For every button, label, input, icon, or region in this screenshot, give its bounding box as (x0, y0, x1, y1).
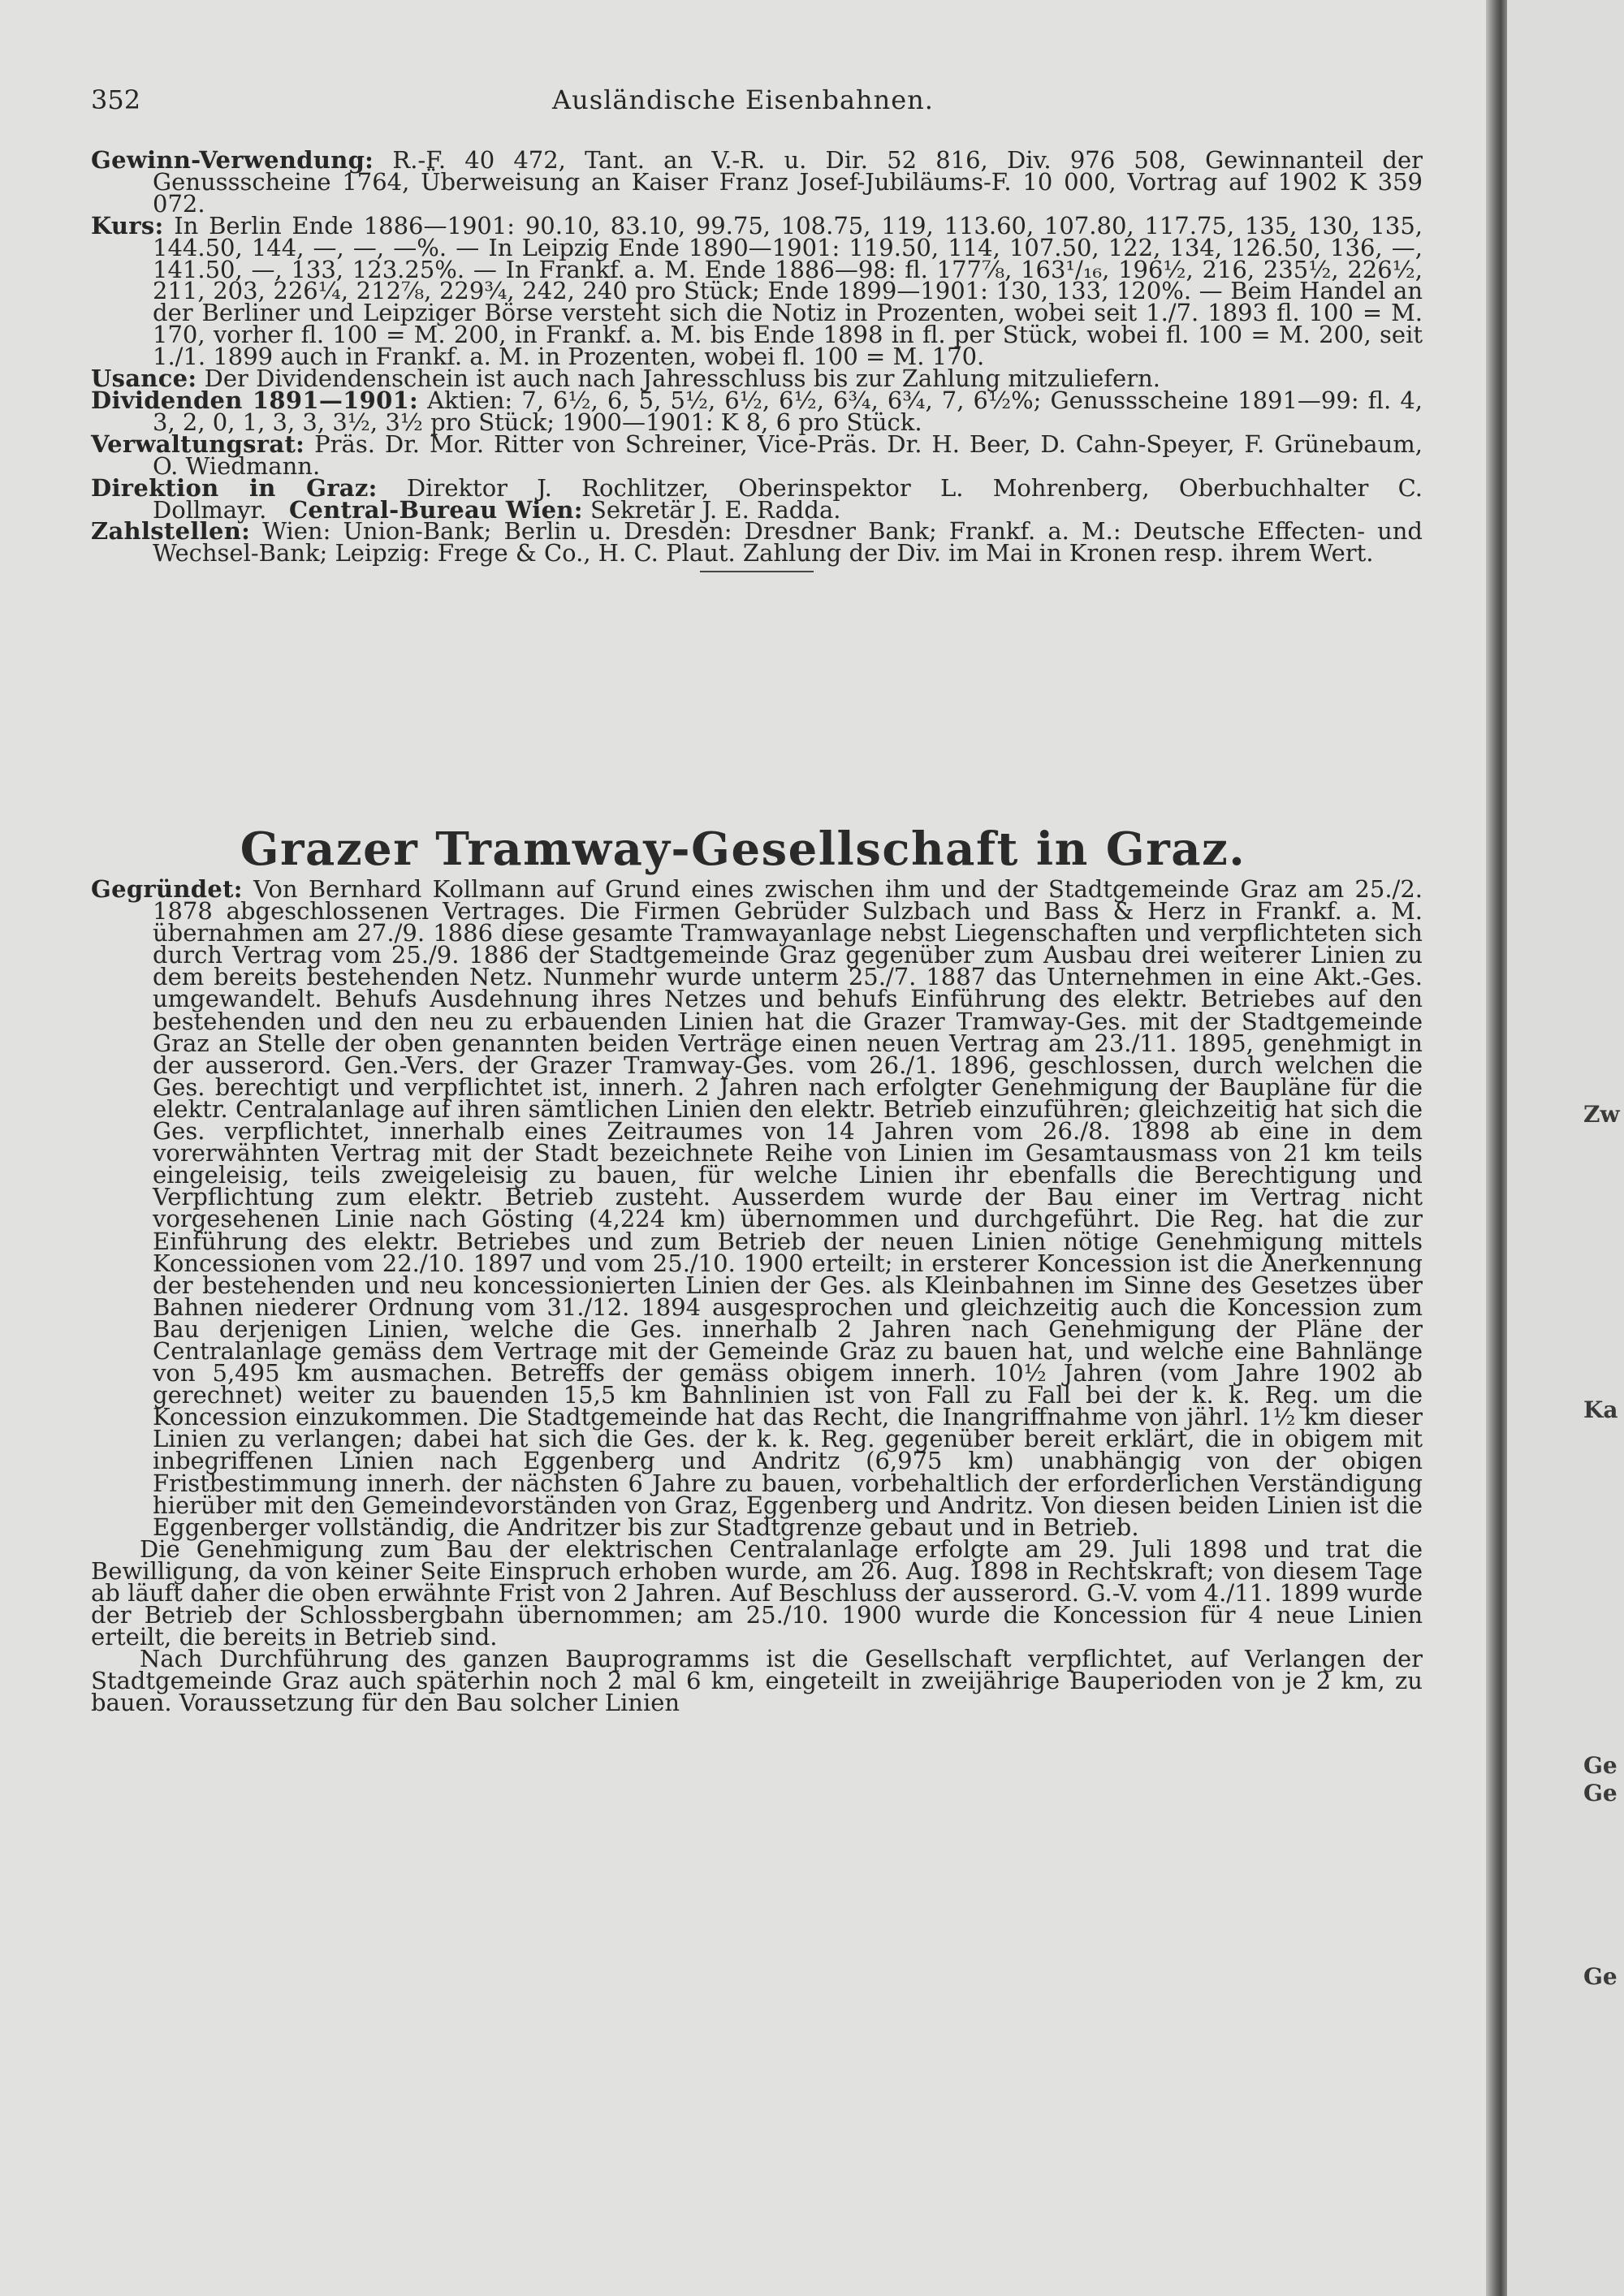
paragraph: Die Genehmigung zum Bau der elektrischen Centralanlage erfolgte am 29. Juli 1898 und trat die Bewilligung, da von keiner Seite Einspruch erhoben wurde, am 26. Aug. 1898 in Rechtskraft; von diesem Tage ab läuft daher die oben erwähnte Frist von 2 Jahren. Auf Beschluss der ausserord. G.-V. vom 4./11. 1899 wurde der Betrieb der Schlossbergbahn übernommen; am 25./10. 1900 wurde die Koncession für 4 neue Linien erteilt, die bereits in Betrieb sind. (91, 1534, 1423, 1651)
margin-fragment: Ge (1583, 1752, 1618, 1779)
entry-text: Von Bernhard Kollmann auf Grund eines zwischen ihm und der Stadtgemeinde Graz am 25./2. 1878 abgeschlossenen Vertrages. Die Firmen Gebrüder Sulzbach und Bass & Herz in Frankf. a. M. übernahmen am 27./9. 1886 diese gesamte Tramwayanlage nebst Liegenschaften und verpflichteten sich durch Vertrag vom 25./9. 1886 der Stadtgemeinde Graz gegenüber zum Ausbau drei weiterer Linien zu dem bereits bestehenden Netz. Nunmehr wurde unterm 25./7. 1887 das Unternehmen in eine Akt.-Ges. umgewandelt. Behufs Ausdehnung ihres Netzes und behufs Einführung des elektr. Betriebes auf den bestehenden und den neu zu erbauenden Linien hat die Grazer Tramway-Ges. mit der Stadtgemeinde Graz an Stelle der oben genannten beiden Verträge einen neuen Vertrag am 23./11. 1895, genehmigt in der ausserord. Gen.-Vers. der Grazer Tramway-Ges. vom 26./1. 1896, geschlossen, durch welchen die Ges. berechtigt und verpflichtet ist, innerh. 2 Jahren nach erfolgter Genehmigung der Baupläne für die elektr. Centralanlage auf ihren sämtlichen Linien den elektr. Betrieb einzuführen; gleichzeitig hat sich die Ges. verpflichtet, innerhalb eines Zeitraumes von 14 Jahren vom 26./8. 1898 ab eine in dem vorerwähnten Vertrag mit der Stadt bezeichnete Reihe von Linien im Gesamtausmass von 21 km teils eingeleisig, teils zweigeleisig zu bauen, für welche Linien ihr ebenfalls die Berechtigung und Verpflichtung zum elektr. Betrieb zusteht. Ausserdem wurde der Bau einer im Vertrag nicht vorgesehenen Linie nach Gösting (4,224 km) übernommen und durchgeführt. Die Reg. hat die zur Einführung des elektr. Betriebes und zum Betrieb der neuen Linien nötige Genehmigung mittels Koncessionen vom 22./10. 1897 und vom 25./10. 1900 erteilt; in ersterer Koncession ist die Anerkennung der bestehenden und neu koncessionierten Linien der Ges. als Kleinbahnen im Sinne des Gesetzes über Bahnen niederer Ordnung vom 31./12. 1894 ausgesprochen und gleichzeitig auch die Koncession zum Bau derjenigen Linien, welche die Ges. innerhalb 2 Jahren nach Genehmigung der Pläne der Centralanlage gemäss dem Vertrage mit der Gemeinde Graz zu bauen hat, und welche eine Bahnlänge von 5,495 km ausmachen. Betreffs der gemäss obigem innerh. 10½ Jahren (vom Jahre 1902 ab gerechnet) weiter zu bauenden 15,5 km Bahnlinien ist von Fall zu Fall bei der k. k. Reg. um die Koncession einzukommen. Die Stadtgemeinde hat das Recht, die Inangriffnahme von jährl. 1½ km dieser Linien zu verlangen; dabei hat sich die Ges. der k. k. Reg. gegenüber bereit erklärt, die in obigem mit inbegriffenen Linien nach Eggenberg und Andritz (6,975 km) unabhängig von der obigen Fristbestimmung innerh. der nächsten 6 Jahre zu bauen, vorbehaltlich der erforderlichen Verständigung hierüber mit den Gemeindevorständen von Graz, Eggenberg und Andritz. Von diesen beiden Linien ist die Eggenberger vollständig, die Andritzer bis zur Stadtgrenze gebaut und in Betrieb. (153, 875, 1423, 1541)
company-description (91, 875, 1423, 1717)
entry-label: Central-Bureau Wien: (288, 495, 583, 524)
entry-kurs (91, 211, 1423, 371)
paragraph: Nach Durchführung des ganzen Bauprogramms ist die Gesellschaft verpflichtet, auf Verlangen der Stadtgemeinde Graz auch späterhin noch 2 mal 6 km, eingeteilt in zweijährige Bauperioden von je 2 km, zu bauen. Voraussetzung für den Bau solcher Linien (91, 1645, 1423, 1717)
entry-label: Dividenden 1891—1901: (91, 386, 419, 414)
entry-text: Aktien: 7, 6½, 6, 5, 5½, 6½, 6½, 6¾, 6¾, 7, 6½%; Genussscheine 1891—99: fl. 4, 3, 2, 0, 1, 3, 3, 3½, 3½ pro Stück; 1900—1901: K 8, 6 pro Stück. (153, 386, 1423, 436)
margin-fragment: Ge (1583, 1963, 1618, 1990)
margin-fragment: Ka (1583, 1396, 1618, 1423)
entry-text: Der Dividendenschein ist auch nach Jahresschluss bis zur Zahlung mitzuliefern. (197, 365, 1160, 393)
entry-label: Zahlstellen: (91, 517, 251, 546)
page-number: 352 (91, 84, 141, 115)
running-head (0, 84, 1486, 117)
entry-label: Usance: (91, 365, 197, 393)
entry-zahlstellen (91, 517, 1423, 568)
entry-text: R.-F. 40 472, Tant. an V.-R. u. Dir. 52 816, Div. 976 508, Gewinnanteil der Genussscheine 1764, Überweisung an Kaiser Franz Josef-Jubiläums-F. 10 000, Vortrag auf 1902 K 359 072. (153, 146, 1423, 218)
entry-gegruendet (91, 875, 1423, 1541)
entry-text: Direktor J. Rochlitzer, Oberinspektor L. Mohrenberg, Oberbuchhalter C. Dollmayr. (153, 473, 1423, 524)
section-divider (700, 571, 814, 572)
entry-text: Präs. Dr. Mor. Ritter von Schreiner, Vice-Präs. Dr. H. Beer, D. Cahn-Speyer, F. Grünebaum, O. Wiedmann. (153, 429, 1423, 480)
entry-direktion (91, 473, 1423, 524)
entry-gewinn-verwendung (91, 146, 1423, 218)
margin-fragment: Zw (1583, 1101, 1620, 1128)
entry-text: In Berlin Ende 1886—1901: 90.10, 83.10, 99.75, 108.75, 119, 113.60, 107.80, 117.75, 135, 130, 135, 144.50, 144, —, —, —%. — In Leipzig Ende 1890—1901: 119.50, 114, 107.50, 122, 134, 126.50, 136, —, 141.50, —, 133, 123.25%. — In Frankf. a. M. Ende 1886—98: fl. 177⅞, 163¹/₁₆, 196½, 216, 235½, 226½, 211, 203, 226¼, 212⅞, 229¾, 242, 240 pro Stück; Ende 1899—1901: 130, 133, 120%. — Beim Handel an der Berliner und Leipziger Börse versteht sich die Notiz in Prozenten, wobei seit 1./7. 1893 fl. 100 = M. 170, vorher fl. 100 = M. 200, in Frankf. a. M. bis Ende 1898 in fl. per Stück, wobei fl. 100 = M. 200, seit 1./1. 1899 auch in Frankf. a. M. in Prozenten, wobei fl. 100 = M. 170. (153, 211, 1423, 371)
entry-text: Sekretär J. E. Radda. (582, 495, 841, 524)
entry-text: Wien: Union-Bank; Berlin u. Dresden: Dresdner Bank; Frankf. a. M.: Deutsche Effecten- und Wechsel-Bank; Leipzig: Frege & Co., H. C. Plaut. Zahlung der Div. im Mai in Kronen resp. ihrem Wert. (153, 517, 1423, 568)
book-gutter (1486, 0, 1507, 2296)
entry-label: Verwaltungsrat: (91, 429, 305, 458)
section-title: Grazer Tramway-Gesellschaft in Graz. (240, 822, 1246, 876)
entry-label: Kurs: (91, 211, 164, 240)
entry-label: Direktion in Graz: (91, 473, 378, 502)
previous-company-entries (91, 146, 1423, 572)
running-head-title: Ausländische Eisenbahnen. (552, 84, 934, 115)
adjacent-page-edge (1507, 0, 1624, 2296)
entry-dividenden (91, 386, 1423, 436)
entry-label: Gewinn-Verwendung: (91, 146, 374, 174)
entry-verwaltungsrat (91, 429, 1423, 480)
entry-label: Gegründet: (91, 875, 243, 903)
margin-fragment: Ge (1583, 1780, 1618, 1806)
